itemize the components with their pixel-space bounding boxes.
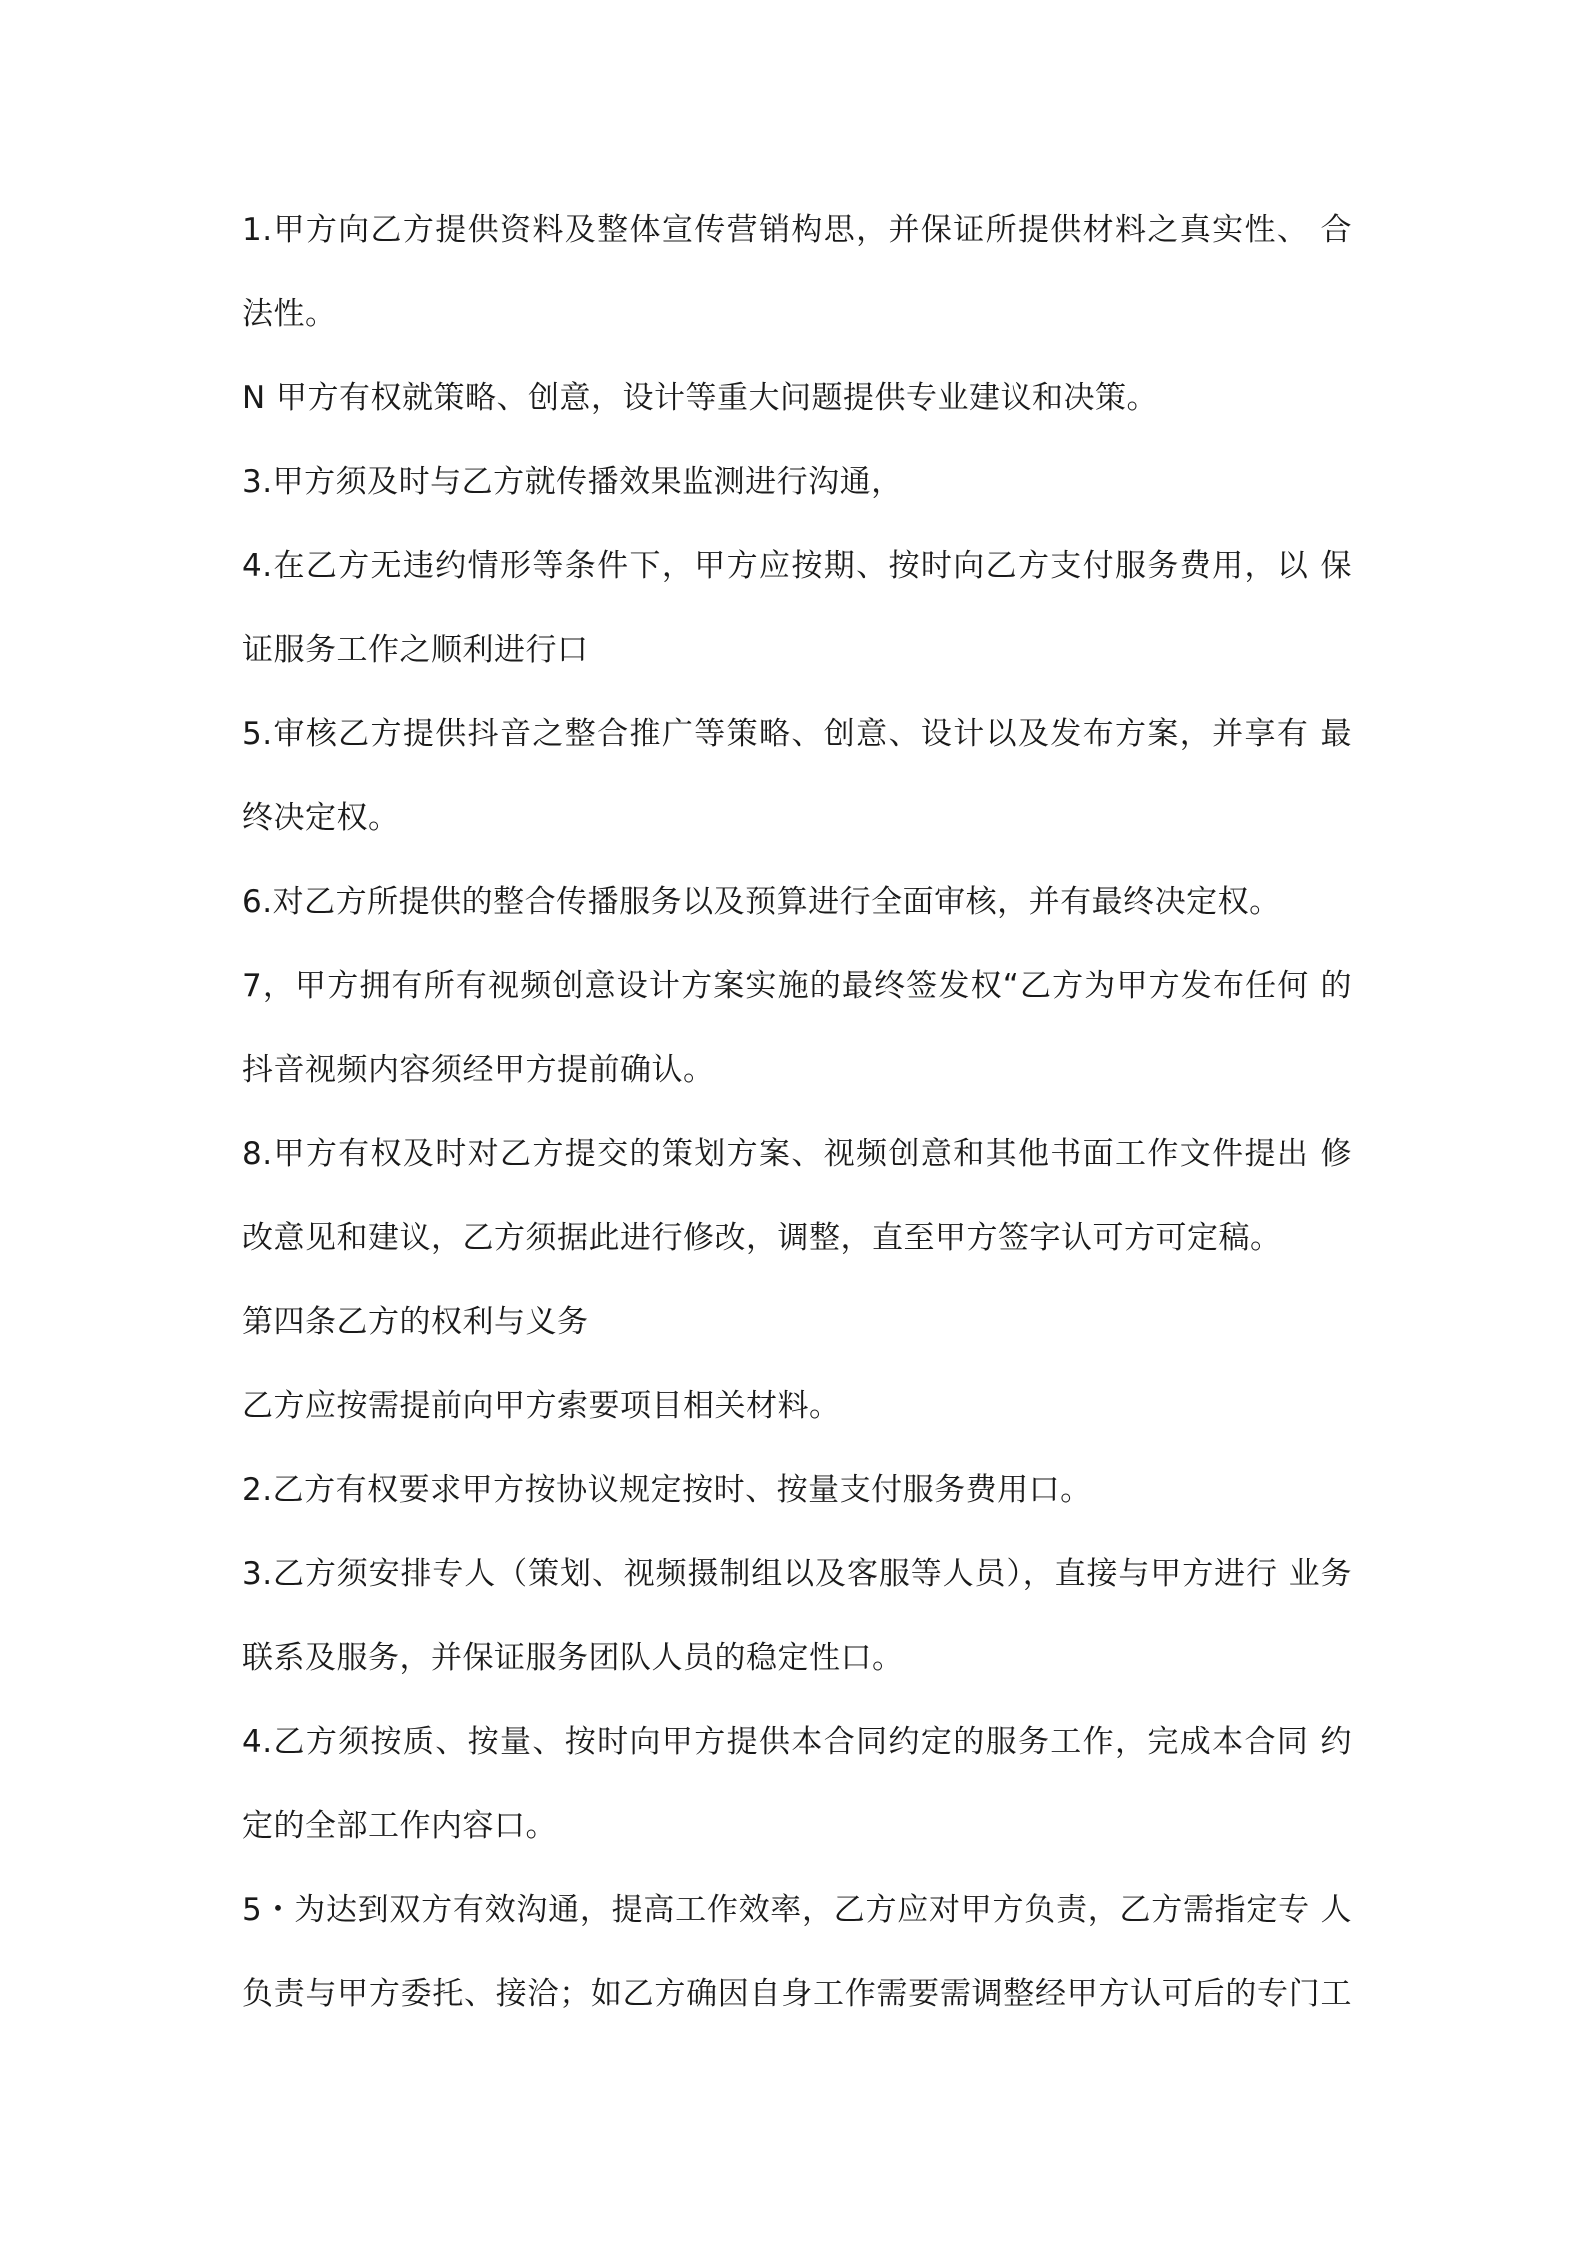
text-line: N 甲方有权就策略、创意，设计等重大问题提供专业建议和决策。: [242, 380, 1159, 416]
text-line: 5・为达到双方有效沟通，提高工作效率，乙方应对甲方负责，乙方需指定专 人: [242, 1892, 1352, 1928]
text-line: 联系及服务，并保证服务团队人员的稳定性口。: [242, 1640, 904, 1676]
section-heading: 第四条乙方的权利与义务: [242, 1304, 589, 1340]
text-line: 3.甲方须及时与乙方就传播效果监测进行沟通，: [242, 464, 903, 500]
text-line: 负责与甲方委托、接洽；如乙方确因自身工作需要需调整经甲方认可后的专门工: [242, 1976, 1352, 2012]
text-line: 7，甲方拥有所有视频创意设计方案实施的最终签发权“乙方为甲方发布任何 的: [242, 968, 1352, 1004]
text-line: 乙方应按需提前向甲方索要项目相关材料。: [242, 1388, 841, 1424]
text-line: 4.乙方须按质、按量、按时向甲方提供本合同约定的服务工作，完成本合同 约: [242, 1724, 1352, 1760]
text-line: 3.乙方须安排专人（策划、视频摄制组以及客服等人员），直接与甲方进行 业务: [242, 1556, 1352, 1592]
text-line: 终决定权。: [242, 800, 400, 836]
text-line: 6.对乙方所提供的整合传播服务以及预算进行全面审核，并有最终决定权。: [242, 884, 1281, 920]
text-line: 5.审核乙方提供抖音之整合推广等策略、创意、设计以及发布方案，并享有 最: [242, 716, 1352, 752]
text-line: 证服务工作之顺利进行口: [242, 632, 589, 668]
text-line: 定的全部工作内容口。: [242, 1808, 557, 1844]
text-line: 2.乙方有权要求甲方按协议规定按时、按量支付服务费用口。: [242, 1472, 1092, 1508]
text-line: 法性。: [242, 296, 337, 332]
text-line: 8.甲方有权及时对乙方提交的策划方案、视频创意和其他书面工作文件提出 修: [242, 1136, 1352, 1172]
text-line: 4.在乙方无违约情形等条件下，甲方应按期、按时向乙方支付服务费用，以 保: [242, 548, 1352, 584]
text-line: 改意见和建议，乙方须据此进行修改，调整，直至甲方签字认可方可定稿。: [242, 1220, 1282, 1256]
text-line: 抖音视频内容须经甲方提前确认。: [242, 1052, 715, 1088]
text-line: 1.甲方向乙方提供资料及整体宣传营销构思，并保证所提供材料之真实性、 合: [242, 212, 1352, 248]
